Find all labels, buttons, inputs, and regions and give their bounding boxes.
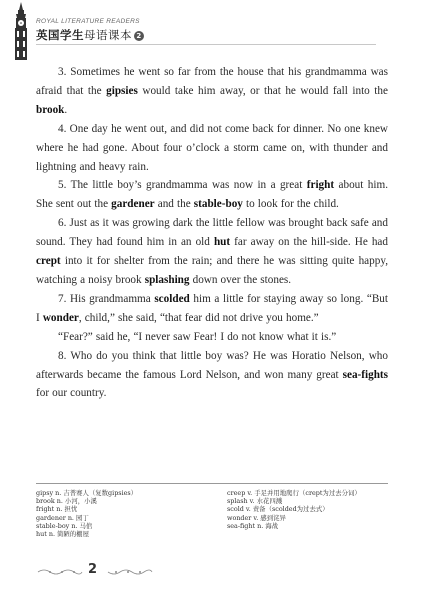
series-name: ROYAL LITERATURE READERS (36, 18, 140, 25)
vocab-word: brook (36, 103, 65, 116)
vocab-word: hut (213, 236, 231, 249)
text-run: 3. Sometimes he went so far from the house that his grandmamma was afraid that the (36, 66, 388, 97)
page-footer (0, 560, 423, 584)
glossary-entry: gardener n. 园丁 (36, 513, 89, 522)
glossary-entry: splash v. 水花四溅 (227, 497, 283, 506)
glossary-entry: creep v. 手足并用地爬行（crept为过去分词） (227, 489, 361, 497)
book-title (36, 27, 144, 43)
glossary-entry: fright n. 担忧 (36, 505, 78, 514)
text-run: far away on the hill-side. He had (230, 236, 388, 249)
glossary-entry: stable-boy n. 马倌 (36, 521, 93, 530)
glossary-left-column (36, 489, 206, 538)
book-title-sub: 母语课本 (84, 28, 132, 42)
text-run: would take him away, or that he would fall into the (137, 84, 388, 97)
text-run: 4. One day he went out, and did not come back for dinner. No one knew where he had gone. About four o’clock a storm came on, with thunder and lightning and heavy rain. (36, 122, 388, 173)
glossary-entry: sea-fight n. 海战 (227, 521, 279, 530)
page-number: 2 (88, 562, 98, 577)
vocab-word: gardener (111, 198, 155, 211)
text-run: 7. His grandmamma (58, 292, 155, 305)
glossary-divider (36, 483, 388, 484)
glossary-entry: gipsy n. 吉普赛人（复数gipsies） (36, 489, 138, 497)
vocab-word: scolded (154, 292, 190, 305)
footer-ornament-right-icon (106, 568, 154, 576)
header-divider (36, 44, 376, 45)
vocab-word: crept (36, 255, 61, 268)
book-title-main: 英国学生 (36, 28, 84, 42)
glossary-entry: wonder v. 感到诧异 (227, 513, 286, 522)
paragraph (36, 63, 388, 120)
text-run: and the (154, 198, 194, 211)
text-run: him a little for staying away so long. “But I (36, 292, 389, 324)
vocab-word: splashing (144, 273, 190, 286)
paragraph (36, 290, 388, 328)
glossary-right-column (227, 489, 397, 530)
volume-badge: 2 (134, 31, 144, 41)
text-run: about him. She sent out the (36, 179, 388, 211)
text-run: 6. Just as it was growing dark the little fellow was brought back safe and sound. They had found him in an old (36, 217, 388, 249)
paragraph (36, 347, 388, 404)
paragraph (36, 120, 388, 177)
text-run: into it for shelter from the rain; and there he was sitting quite happy, watching a noisy brook (36, 255, 388, 286)
page-header (0, 0, 423, 62)
vocab-word: stable-boy (193, 198, 243, 211)
vocab-word: gipsies (106, 84, 138, 97)
text-run: to look for the child. (242, 198, 339, 211)
glossary-entry: hut n. 简陋的棚屋 (36, 530, 89, 539)
footer-ornament-left-icon (36, 568, 84, 576)
text-run: 8. Who do you think that little boy was? He was Horatio Nelson, who afterwards became the famous Lord Nelson, and won many great (36, 349, 388, 381)
big-ben-tower-icon (10, 2, 32, 60)
glossary-entry: scold v. 责备（scolded为过去式） (227, 505, 329, 514)
vocab-word: sea-fights (342, 368, 388, 381)
story-text (36, 63, 388, 403)
text-run: , child,” she said, “that fear did not drive you home.” (78, 311, 319, 324)
text-run: for our country. (36, 387, 107, 400)
glossary-entry: brook n. 小河，小溪 (36, 497, 97, 506)
vocab-word: fright (306, 179, 335, 192)
paragraph (36, 214, 388, 290)
paragraph (36, 176, 388, 214)
text-run: down over the stones. (189, 273, 292, 286)
text-run: 5. The little boy’s grandmamma was now in a great (58, 179, 307, 192)
paragraph (36, 328, 388, 347)
vocab-word: wonder (42, 311, 79, 324)
text-run: . (64, 103, 68, 116)
text-run: “Fear?” said he, “I never saw Fear! I do not know what it is.” (58, 330, 337, 343)
